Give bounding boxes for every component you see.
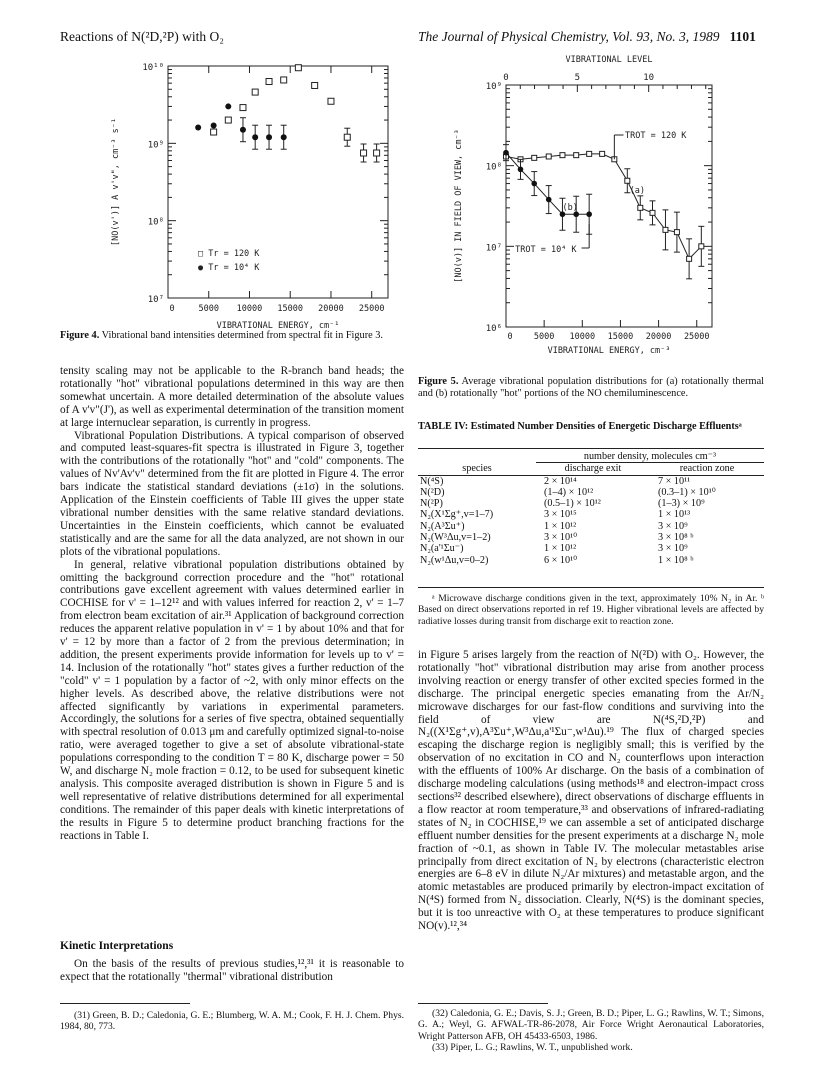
x-tick-label: 15000 [607, 332, 634, 342]
table-4 [418, 451, 764, 566]
cell-exit: (1–4) × 10¹² [544, 486, 594, 498]
annotation-a: (a) [629, 186, 645, 196]
series-a-point [532, 155, 537, 160]
top-tick-label: 5 [574, 73, 581, 83]
series-a-line [506, 154, 701, 259]
cell-exit: 1 × 10¹² [544, 543, 577, 555]
series-a-point [663, 227, 668, 232]
footnote-32: (32) Caledonia, G. E.; Davis, S. J.; Green, B. D.; Piper, L. G.; Rawlins, W. T.; Simons, G. A.; Weyl, G. AFWAL-TR-86-2078, Air Force Wright Aeronautical Laboratories, Wright Patterson AFB, OH 45433-6503, 1986. [418, 1008, 764, 1042]
top-tick-label: 10 [643, 73, 655, 83]
running-header-left: Reactions of N(²D,²P) with O₂ [60, 29, 224, 44]
col-header-zone: reaction zone [679, 463, 735, 475]
x-tick-label: 10000 [569, 332, 596, 342]
cell-zone: 3 × 10⁹ [658, 520, 688, 532]
table-4-footnote: ᵃ Microwave discharge conditions given in the text, approximately 10% N₂ in Ar. ᵇ Based on direct observations reported in ref 19. Higher vibrational levels are affected by radiative losses during transit from discharge exit to reaction zone. [418, 593, 764, 627]
data-point-open-square [374, 150, 380, 156]
y-tick-label: 10¹⁰ [142, 63, 164, 73]
series-a-point [625, 178, 630, 183]
data-point-open-square [328, 98, 334, 104]
cell-exit: 1 × 10¹² [544, 520, 577, 532]
cell-species: N(²P) [420, 498, 443, 510]
cell-exit: 2 × 10¹⁴ [544, 475, 577, 487]
running-header-right [418, 29, 764, 45]
cell-zone: 1 × 10⁸ ᵇ [658, 554, 694, 566]
y-tick-label: 10⁸ [485, 162, 502, 173]
y-axis-label: [NO(v')] A v'v", cm⁻³ s⁻¹ [111, 118, 121, 246]
table-row [418, 532, 764, 543]
cell-exit: 3 × 10¹⁵ [544, 509, 577, 521]
footnote-31: (31) Green, B. D.; Caledonia, G. E.; Blumberg, W. A. M.; Cook, F. H. J. Chem. Phys. 1984, 80, 773. [60, 1010, 404, 1033]
series-a-point [687, 256, 692, 261]
series-b-point [531, 181, 537, 187]
series-a-point [560, 153, 565, 158]
x-tick-label: 0 [169, 304, 175, 314]
series-a-point [699, 244, 704, 249]
x-tick-label: 20000 [645, 332, 672, 342]
series-a-point [638, 205, 643, 210]
table-row [418, 498, 764, 509]
x-tick-label: 15000 [277, 304, 304, 314]
cell-exit: (0.5–1) × 10¹² [544, 498, 601, 510]
data-point-open-square [361, 150, 367, 156]
table-row [418, 543, 764, 554]
x-tick-label: 10000 [236, 304, 263, 314]
table-row [418, 475, 764, 487]
section-heading: Kinetic Interpretations [60, 940, 174, 952]
cell-species: N₂(W³Δu,v=1–2) [420, 532, 491, 544]
top-tick-label: 0 [503, 73, 509, 83]
left-column-body [60, 365, 404, 843]
data-point-open-square [225, 117, 231, 123]
cell-species: N₂(A³Σu⁺) [420, 520, 465, 532]
cell-zone: 3 × 10⁸ ᵇ [658, 532, 694, 544]
cell-zone: (0.3–1) × 10¹⁰ [658, 486, 716, 498]
x-tick-label: 0 [507, 332, 513, 342]
fig5-frame [506, 85, 712, 327]
data-point-filled-circle [266, 134, 272, 140]
data-point-filled-circle [281, 134, 287, 140]
figure-4-chart [60, 58, 420, 333]
table-row [418, 555, 764, 566]
cell-species: N(²D) [420, 486, 445, 498]
y-tick-label: 10⁷ [147, 295, 164, 305]
footnote-rule [60, 1003, 190, 1004]
footnote-33: (33) Piper, L. G.; Rawlins, W. T., unpublished work. [432, 1042, 633, 1053]
table-row [418, 521, 764, 532]
x-tick-label: 20000 [318, 304, 344, 314]
figure-4-caption: Figure 4. Vibrational band intensities determined from spectral fit in Figure 3. [60, 330, 383, 341]
cell-exit: 6 × 10¹⁰ [544, 554, 578, 566]
legend-entry: □ Tr = 120 K [198, 249, 260, 259]
right-column-body: in Figure 5 arises largely from the reaction of N(²D) with O₂. However, the rotationally "hot" vibrational distribution may arise from another process involving reaction or energy transfer of other excited species formed in the discharge. The principal energetic species emanating from the Ar/N₂ microwave discharges for our fast-flow conditions and surviving into the field of view are N(⁴S,²D,²P) and N₂((X¹Σg⁺,v),A³Σu⁺,W³Δu,a'¹Σu⁻,w¹Δu).¹⁹ The flux of charged species escaping the discharge region is negligibly small; this is verified by the observation of no excitation in CO and N₂ counterflows upon interaction with the effluents of 100% Ar discharge. On the basis of a combination of discharge modeling calculations (using methods¹⁸ and electron-impact cross sections³² described elsewhere), direct observations of discharge effluents in a flow reactor at room temperature,³³ and observations of infrared-radiating states of N₂ in COCHISE,¹⁹ we can assemble a set of anticipated discharge effluent number densities for the present experiments at a discharge N₂ mole fraction of ~0.1, as shown in Table IV. The molecular metastables arise principally from direct excitation of N₂ by electrons (characteristic electron energies are 6–8 eV in dilute N₂/Ar mixtures) and metastable argon, and the atomic metastables are produced primarily by electron-impact excitation of N(⁴S) formed from N₂ dissociation. Clearly, N(⁴S) is the dominant species, but it is too unreactive with O₂ at these temperatures to produce significant NO(v).¹²,³⁴ [418, 649, 764, 933]
cell-zone: (1–3) × 10⁹ [658, 498, 705, 510]
paragraph: In general, relative vibrational population distributions obtained by omitting the background correction procedure and the "hot" rotational contributions gave excellent agreement with values determined earlier in COCHISE for v' = 1–12¹² and with values inferred for reaction 2, v' = 1–7 from electron beam excitation of air.³¹ Application of background correction reduces the apparent relative population in v' = 1 by about 10% and that for v' = 12 by more than a factor of 2 from the previous determination; in addition, the present experiments provide information for levels up to v' = 14. Inclusion of the rotationally "hot" states gives a further reduction of the "cold" v' = 1 population by a factor of ~2, with only minor effects on the higher levels. As described above, the relative distributions were not affected significantly by variations in experimental parameters. Accordingly, the solutions for a series of five spectra, obtained sequentially with spectral resolution of 0.013 μm and carefully optimized signal-to-noise ratio, were averaged together to give a set of absolute vibrational-state populations corresponding to the condition T = 80 K, discharge power = 50 W, and discharge N₂ mole fraction = 0.12, to be used for subsequent kinetic analysis. This composite averaged distribution is shown in Figure 5 and is well representative of relative distributions determined for all experimental conditions. The remainder of this paper deals with kinetic interpretations of the results in Figure 5 to determine product branching fractions for the reactions in Table I. [60, 558, 404, 842]
annotation-trot-120: TROT = 120 K [625, 131, 687, 141]
series-a-point [600, 151, 605, 156]
col-header-species: species [462, 462, 492, 474]
x-axis-label: VIBRATIONAL ENERGY, cm⁻³ [547, 346, 671, 356]
series-a-point [546, 154, 551, 159]
cell-zone: 1 × 10¹³ [658, 509, 691, 521]
y-tick-label: 10⁹ [147, 140, 164, 151]
annotation-trot-10e4: TROT = 10⁴ K [515, 245, 577, 255]
series-a-point [574, 153, 579, 158]
table-top-rule [418, 448, 764, 449]
data-point-filled-circle [195, 125, 201, 131]
cell-zone: 3 × 10⁹ [658, 543, 688, 555]
x-tick-label: 25000 [683, 332, 710, 342]
y-axis-label: [NO(v)] IN FIELD OF VIEW, cm⁻³ [454, 129, 464, 283]
series-a-point [587, 151, 592, 156]
footnote-rule [418, 1003, 548, 1004]
series-b-point [518, 167, 524, 173]
data-point-open-square [211, 129, 217, 135]
figure-5-chart [418, 55, 764, 373]
col-header-exit: discharge exit [564, 463, 622, 475]
data-point-open-square [240, 105, 246, 111]
y-tick-label: 10⁸ [147, 217, 164, 228]
top-axis-label: VIBRATIONAL LEVEL [565, 55, 653, 65]
cell-species: N₂(X¹Σg⁺,v=1–7) [420, 509, 494, 521]
page-number: 1101 [729, 29, 756, 44]
x-tick-label: 25000 [358, 304, 385, 314]
data-point-open-square [344, 134, 350, 140]
cell-species: N₂(w¹Δu,v=0–2) [420, 554, 489, 566]
cell-zone: 7 × 10¹¹ [658, 475, 691, 487]
table-4-title: TABLE IV: Estimated Number Densities of Energetic Discharge Effluentsᵃ [418, 421, 742, 432]
data-point-open-square [252, 89, 258, 95]
series-b-point [546, 197, 552, 203]
data-point-filled-circle [252, 134, 258, 140]
data-point-filled-circle [240, 127, 246, 133]
series-b-point [503, 150, 509, 156]
table-group-header: number density, molecules cm⁻³ [536, 451, 764, 463]
y-tick-label: 10⁷ [485, 243, 502, 254]
legend-entry: ● Tr = 10⁴ K [198, 263, 260, 273]
data-point-filled-circle [211, 123, 217, 129]
table-row [418, 487, 764, 498]
x-tick-label: 5000 [533, 332, 555, 342]
x-axis-label: VIBRATIONAL ENERGY, cm⁻¹ [216, 321, 340, 331]
series-a-point [650, 210, 655, 215]
x-tick-label: 5000 [198, 304, 219, 314]
journal-citation: The Journal of Physical Chemistry, Vol. 93, No. 3, 1989 [418, 29, 720, 44]
data-point-open-square [295, 65, 301, 71]
data-point-open-square [281, 77, 287, 83]
y-tick-label: 10⁹ [485, 82, 502, 92]
cell-species: N₂(a'¹Σu⁻) [420, 543, 464, 555]
paragraph: Vibrational Population Distributions. A typical comparison of observed and computed least-squares-fit spectra is illustrated in Figure 3, together with the contributions of the rotationally "hot" and "cold" components. The values of Nv'Av'v" determined from the fit are plotted in Figure 4. The error bars indicate the statistical standard deviations (±1σ) in the solutions. Application of the Einstein coefficients of Table III gives the upper state vibrational number densities with the same relative standard deviations. Uncertainties in the Einstein coefficients, which cannot be evaluated statistically and are the same for all the data analyzed, are not shown in our plots of the vibrational populations. [60, 429, 404, 558]
figure-5-caption: Figure 5. Average vibrational population distributions for (a) rotationally thermal and (b) rotationally "hot" portions of the NO chemiluminescence. [418, 376, 765, 400]
data-point-filled-circle [225, 103, 231, 109]
left-column-body-continued: On the basis of the results of previous studies,¹²,³¹ it is reasonable to expect that the rotationally "thermal" vibrational distribution [60, 958, 404, 983]
cell-exit: 3 × 10¹⁰ [544, 532, 578, 544]
cell-species: N(⁴S) [420, 475, 444, 487]
annotation-b: (b) [562, 203, 578, 213]
y-tick-label: 10⁶ [485, 324, 502, 334]
table-row [418, 509, 764, 520]
paragraph: tensity scaling may not be applicable to the R-branch band heads; the rotationally "hot" vibrational populations determined in this way are then somewhat uncertain. A more detailed determination of the absolute values of A v'v"(J'), as well as experimental determination of the transition moment at large internuclear separation, is currently in progress. [60, 365, 404, 429]
series-a-point [674, 230, 679, 235]
data-point-open-square [312, 82, 318, 88]
series-b-point [586, 211, 592, 217]
data-point-open-square [266, 79, 272, 85]
table-bottom-rule [418, 587, 764, 588]
